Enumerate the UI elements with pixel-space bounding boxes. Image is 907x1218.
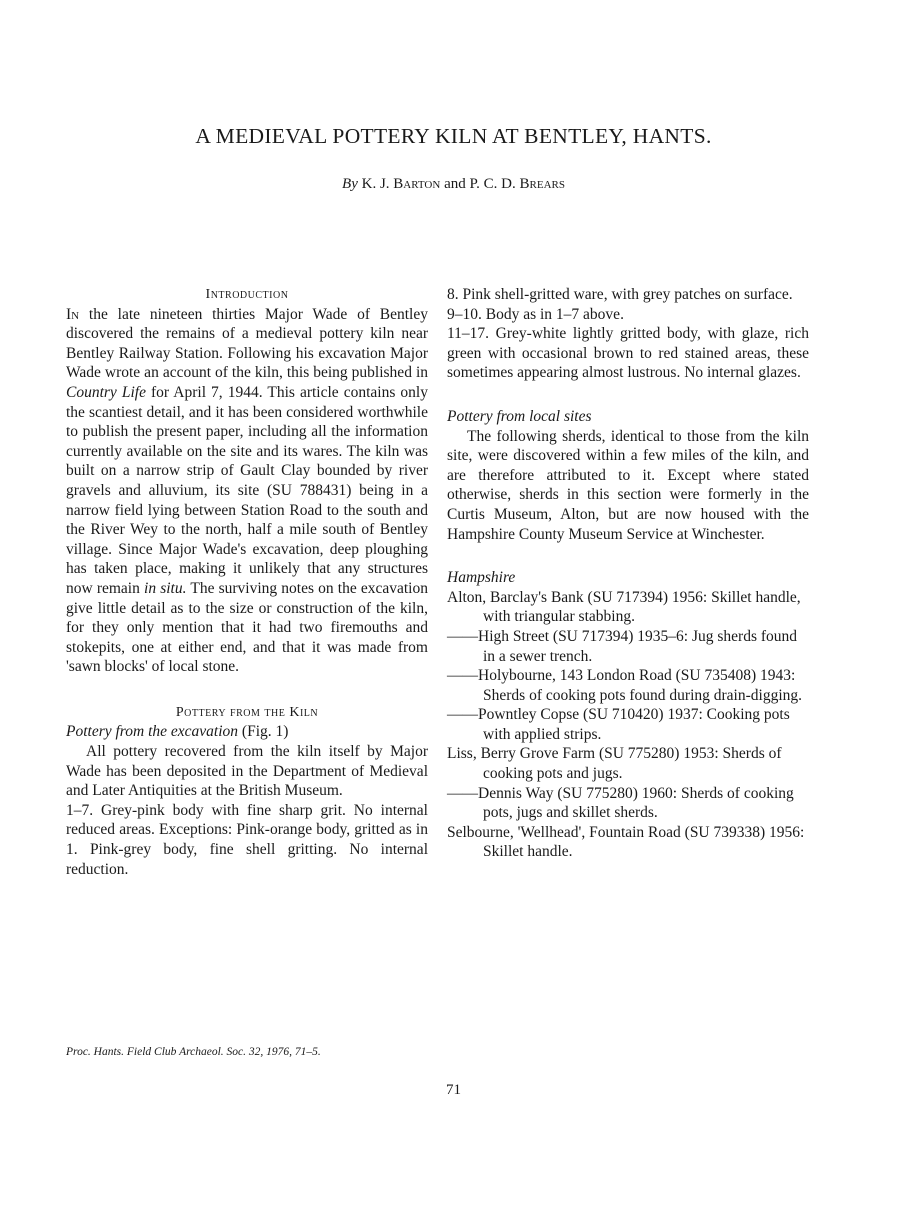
paper-title: A MEDIEVAL POTTERY KILN AT BENTLEY, HANTS. [195, 124, 712, 148]
intro-text-3: The surviving notes on the excavation give little detail as to the size or construction of the kiln, for they only mention that it had two firemouths and stokepits, one at either end, and that it was made from 'sawn blocks' of local stone. [66, 579, 428, 676]
site-entry: ——High Street (SU 717394) 1935–6: Jug sherds found in a sewer trench. [447, 627, 798, 665]
citation-footnote: Proc. Hants. Field Club Archaeol. Soc. 32, 1976, 71–5. [66, 1046, 321, 1058]
site-entry: Selbourne, 'Wellhead', Fountain Road (SU 739338) 1956: Skillet handle. [447, 823, 805, 861]
item-9-10: 9–10. Body as in 1–7 above. [447, 305, 624, 323]
subheading-local-sites: Pottery from local sites [447, 407, 592, 425]
site-entry: ——Powntley Copse (SU 710420) 1937: Cooking pots with applied strips. [447, 706, 790, 743]
section-heading-pottery-kiln: Pottery from the Kiln [175, 704, 319, 720]
intro-italic-in-situ: in situ. [144, 579, 187, 597]
site-entry: ——Dennis Way (SU 775280) 1960: Sherds of cooking pots, jugs and skillet sherds. [447, 784, 794, 822]
author-1: K. J. Barton [361, 176, 441, 192]
section-heading-introduction: Introduction [205, 287, 289, 302]
page-number: 71 [446, 1082, 461, 1098]
intro-text-1: the late nineteen thirties Major Wade of Bentley discovered the remains of a medieval pottery kiln near Bentley Railway Station. Following his excavation Major Wade wrote an account of the kiln, this being published in [66, 305, 428, 382]
item-11-17: 11–17. Grey-white lightly gritted body, with glaze, rich green with occasional brown to red stained areas, these sometimes appearing almost lustrous. No internal glazes. [447, 325, 809, 382]
item-1-7: 1–7. Grey-pink body with fine sharp grit. No internal reduced areas. Exceptions: Pink-orange body, gritted as in 1. Pink-grey body, fine shell gritting. No internal reduction. [66, 801, 428, 878]
author-2: P. C. D. Brears [469, 176, 565, 192]
intro-dropcap: In [66, 305, 80, 323]
site-entry: Alton, Barclay's Bank (SU 717394) 1956: Skillet handle, with triangular stabbing. [447, 588, 801, 626]
introduction-paragraph [66, 305, 428, 677]
excavation-subhead-text: Pottery from the excavation [66, 723, 239, 741]
intro-text-2: for April 7, 1944. This article contains only the scantiest detail, and it has been considered worthwhile to publish the present paper, including all the information currently available on the site and its wares. The kiln was built on a narrow strip of Gault Clay bounded by river gravels and alluvium, its site (SU 788431) being in a narrow field lying between Station Road to the south and the River Wey to the north, half a mile south of Bentley village. Since Major Wade's excavation, deep ploughing has taken place, making it unlikely that any structures now remain [66, 383, 428, 597]
intro-italic-country-life: Country Life [66, 383, 146, 401]
site-entry: Liss, Berry Grove Farm (SU 775280) 1953: Sherds of cooking pots and jugs. [447, 745, 782, 783]
figure-ref: (Fig. 1) [238, 723, 289, 741]
item-8: 8. Pink shell-gritted ware, with grey patches on surface. [447, 286, 793, 303]
subheading-excavation [66, 722, 428, 742]
excavation-paragraph: All pottery recovered from the kiln itself by Major Wade has been deposited in the Department of Medieval and Later Antiquities at the British Museum. [66, 743, 428, 800]
subheading-hampshire: Hampshire [447, 569, 516, 587]
byline-by: By [342, 176, 358, 192]
local-sites-paragraph: The following sherds, identical to those from the kiln site, were discovered within a few miles of the kiln, and are therefore attributed to it. Except where stated otherwise, sherds in this section were formerly in the Curtis Museum, Alton, but are now housed with the Hampshire County Museum Service at Winchester. [447, 427, 809, 543]
byline-and: and [444, 176, 466, 192]
left-column [66, 285, 428, 879]
byline [0, 176, 907, 193]
site-entry: ——Holybourne, 143 London Road (SU 735408) 1943: Sherds of cooking pots found during drain-digging. [447, 667, 803, 704]
right-column [447, 285, 809, 862]
